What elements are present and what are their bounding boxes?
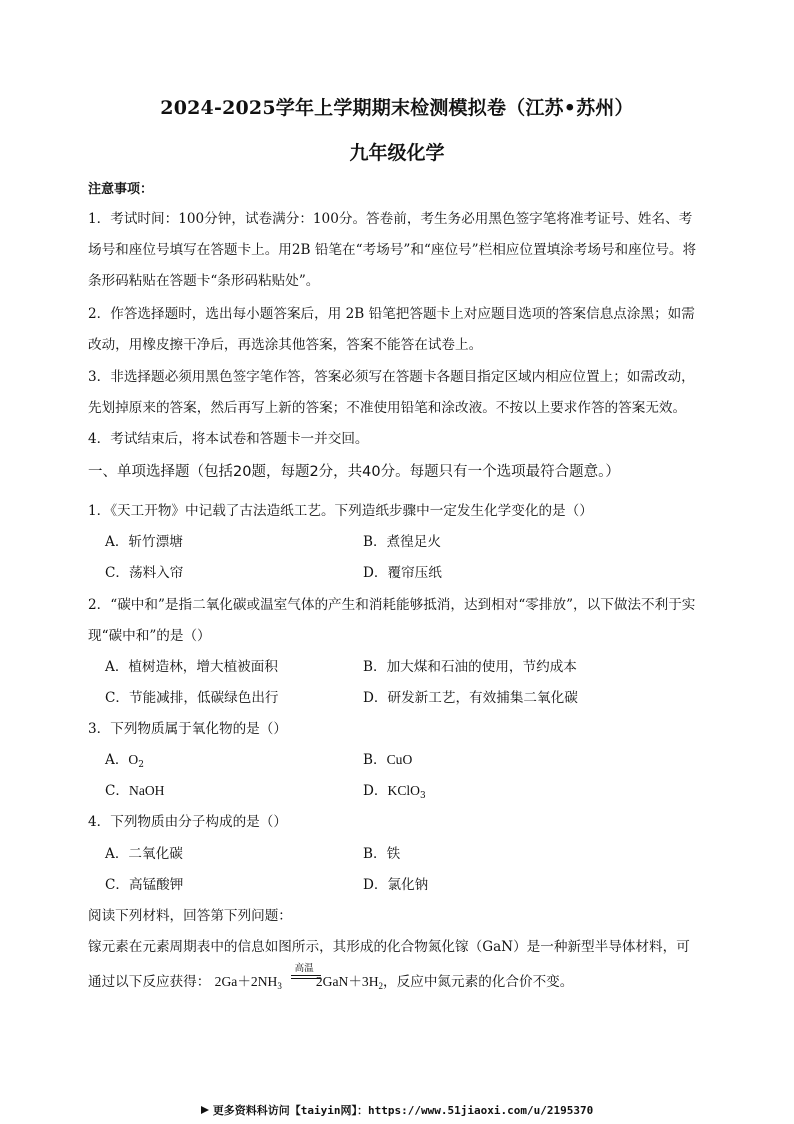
footer bbox=[0, 1102, 794, 1118]
formula: CuO bbox=[386, 752, 413, 767]
option-label: C． bbox=[105, 783, 129, 799]
eq-left: 2Ga＋2NH bbox=[214, 974, 278, 989]
question-stem: 现“碳中和”的是（） bbox=[88, 628, 211, 644]
question-stem: 4．下列物质由分子构成的是（） bbox=[88, 814, 287, 830]
eq-sign-top bbox=[291, 975, 321, 976]
eq-right-subscript: 2 bbox=[378, 981, 384, 991]
notes-line: 4．考试结束后，将本试卷和答题卡一并交回。 bbox=[88, 431, 369, 447]
reading-intro: 阅读下列材料，回答第下列问题： bbox=[88, 908, 292, 924]
option-b bbox=[363, 748, 412, 768]
section-heading: 一、单项选择题（包括20题，每题2分，共40分。每题只有一个选项最符合题意。） bbox=[88, 464, 620, 480]
option-c: C．节能减排，低碳绿色出行 bbox=[105, 690, 279, 706]
option-d: D．研发新工艺，有效捕集二氧化碳 bbox=[363, 690, 578, 706]
notes-line: 条形码粘贴在答题卡“条形码粘贴处”。 bbox=[88, 273, 320, 289]
formula: O bbox=[128, 752, 139, 767]
notes-heading: 注意事项： bbox=[88, 182, 154, 197]
reading-suffix: ，反应中氮元素的化合价不变。 bbox=[383, 974, 574, 990]
eq-sign-bottom bbox=[291, 978, 321, 979]
formula: NaOH bbox=[129, 783, 165, 798]
notes-line: 3．非选择题必须用黑色签字笔作答，答案必须写在答题卡各题目指定区域内相应位置上；如需改动， bbox=[88, 369, 695, 385]
formula: KClO bbox=[387, 783, 420, 798]
question-stem: 1．《天工开物》中记载了古法造纸工艺。下列造纸步骤中一定发生化学变化的是（） bbox=[88, 503, 593, 519]
eq-condition: 高温 bbox=[294, 964, 314, 974]
option-a bbox=[105, 748, 144, 770]
reading-equation-line bbox=[88, 964, 574, 991]
option-d: D．覆帘压纸 bbox=[363, 565, 442, 581]
option-label: D． bbox=[363, 783, 388, 799]
notes-line: 2．作答选择题时，选出每小题答案后，用 2B 铅笔把答题卡上对应题目选项的答案信息点涂黑；如需 bbox=[88, 306, 695, 322]
option-d: D．氯化钠 bbox=[363, 877, 429, 893]
option-b: B．铁 bbox=[363, 846, 401, 862]
notes-line: 场号和座位号填写在答题卡上。用2B 铅笔在“考场号”和“座位号”栏相应位置填涂考场号和座位号。将 bbox=[88, 242, 697, 258]
chemical-equation bbox=[214, 964, 384, 991]
page-subtitle: 九年级化学 bbox=[349, 142, 445, 164]
option-a: A．斩竹漂塘 bbox=[105, 534, 183, 550]
question-stem: 2．“碳中和”是指二氧化碳或温室气体的产生和消耗能够抵消，达到相对“零排放”，以下做法不利于实 bbox=[88, 597, 696, 613]
notes-line: 改动，用橡皮擦干净后，再选涂其他答案，答案不能答在试卷上。 bbox=[88, 337, 483, 353]
formula-subscript: 3 bbox=[419, 791, 426, 801]
option-label: B． bbox=[363, 752, 387, 768]
formula-subscript: 2 bbox=[138, 760, 144, 770]
option-b: B．加大煤和石油的使用，节约成本 bbox=[363, 659, 577, 675]
question-stem: 3．下列物质属于氧化物的是（） bbox=[88, 721, 287, 737]
reading-prefix: 通过以下反应获得： bbox=[88, 974, 211, 990]
footer-link[interactable]: 更多资料科访问【taiyin网】：https://www.51jiaoxi.com/u/2195370 bbox=[212, 1104, 594, 1117]
option-a: A．植树造林，增大植被面积 bbox=[105, 659, 278, 675]
option-c: C．荡料入帘 bbox=[105, 565, 184, 581]
option-c bbox=[105, 779, 165, 799]
eq-right: 2GaN＋3H bbox=[315, 974, 379, 989]
option-a: A．二氧化碳 bbox=[105, 846, 183, 862]
notes-line: 1．考试时间：100分钟，试卷满分：100分。答卷前，考生务必用黑色签字笔将准考证号、姓名、考 bbox=[88, 211, 693, 227]
option-c: C．高锰酸钾 bbox=[105, 877, 184, 893]
reading-line: 镓元素在元素周期表中的信息如图所示，其形成的化合物氮化镓（GaN）是一种新型半导体材料，可 bbox=[88, 939, 690, 955]
eq-left-subscript: 3 bbox=[277, 981, 282, 991]
page-title: 2024-2025学年上学期期末检测模拟卷（江苏•苏州） bbox=[160, 97, 634, 119]
option-label: A． bbox=[105, 752, 129, 768]
notes-line: 先划掉原来的答案，然后再写上新的答案；不准使用铅笔和涂改液。不按以上要求作答的答案无效。 bbox=[88, 400, 687, 416]
option-d bbox=[363, 779, 426, 801]
option-b: B．煮徨足火 bbox=[363, 534, 441, 550]
flag-icon bbox=[201, 1106, 209, 1114]
